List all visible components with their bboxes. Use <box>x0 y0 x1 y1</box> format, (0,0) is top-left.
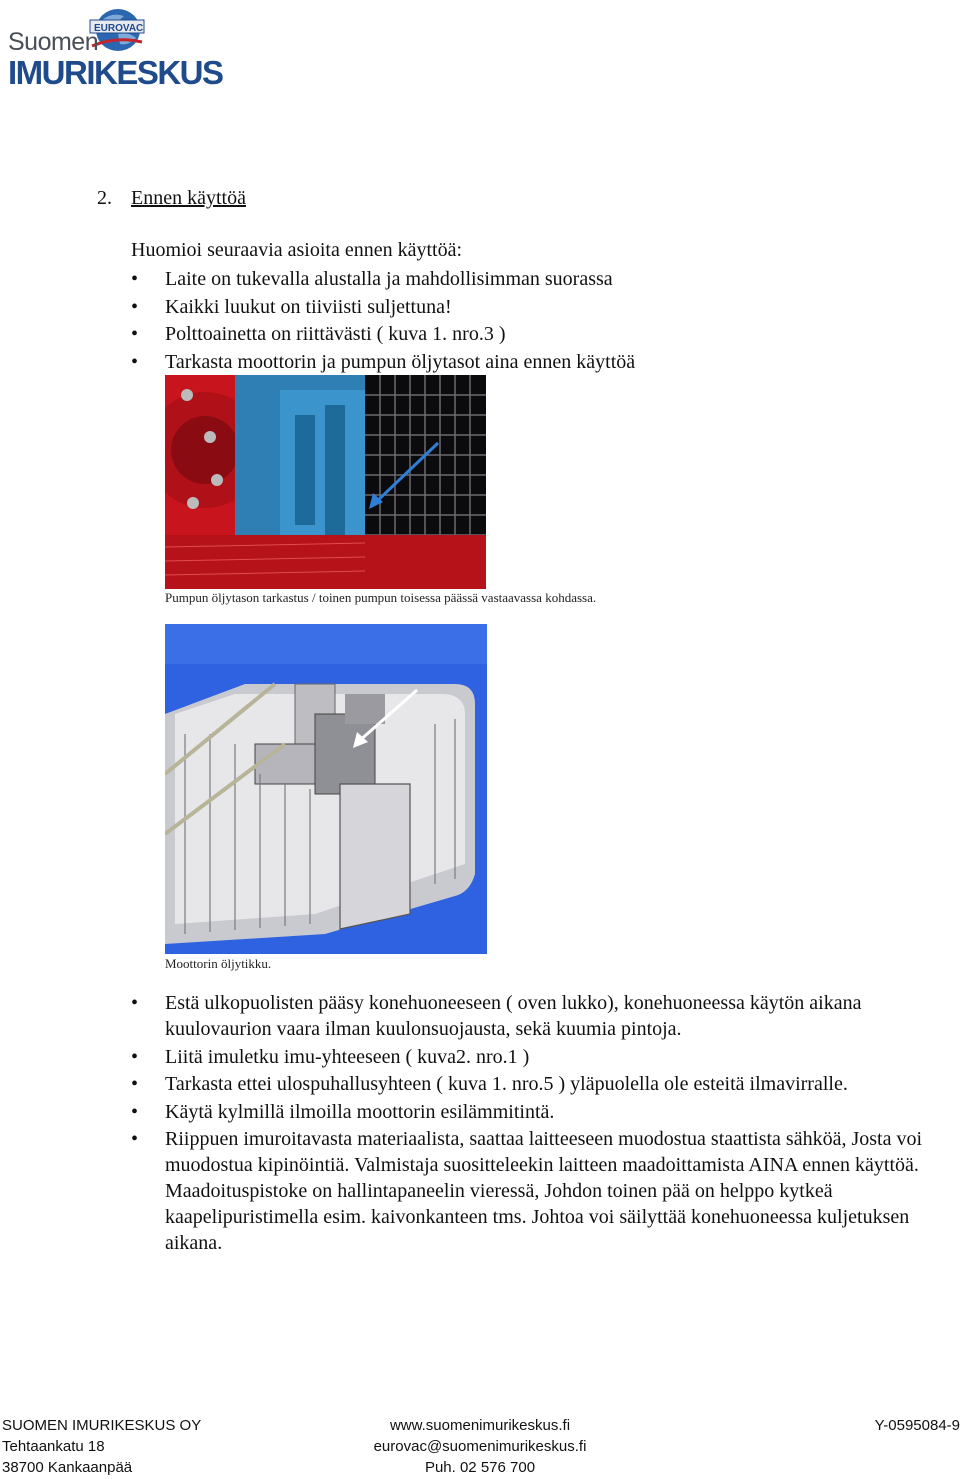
footer-company: SUOMEN IMURIKESKUS OY <box>2 1417 202 1434</box>
list-item: • Laite on tukevalla alustalla ja mahdollisimman suorassa <box>131 266 831 294</box>
page-footer <box>0 1415 960 1479</box>
logo-brand-main: IMURIKESKUS <box>8 54 223 91</box>
list-item: • Kaikki luukut on tiiviisti suljettuna! <box>131 294 831 322</box>
logo-brand-top: Suomen <box>8 28 99 56</box>
intro-text: Huomioi seuraavia asioita ennen käyttöä: <box>131 239 463 261</box>
list-item: • Käytä kylmillä ilmoilla moottorin esilämmitintä. <box>131 1099 959 1125</box>
footer-contact <box>0 1415 960 1478</box>
instruction-list <box>131 990 959 1258</box>
section-heading <box>97 187 246 210</box>
list-item: • Tarkasta ettei ulospuhallusyhteen ( kuva 1. nro.5 ) yläpuolella ole esteitä ilmavirralle. <box>131 1071 959 1097</box>
section-title: Ennen käyttöä <box>131 187 246 209</box>
company-logo <box>6 4 223 96</box>
footer-phone: Puh. 02 576 700 <box>424 1459 536 1476</box>
list-item: • Estä ulkopuolisten pääsy konehuoneeseen ( oven lukko), konehuoneessa käytön aikana kuulovaurion vaara ilman kuulonsuojausta, sekä kuumia pintoja. <box>131 990 959 1042</box>
figure-caption: Pumpun öljytason tarkastus / toinen pumpun toisessa päässä vastaavassa kohdassa. <box>165 590 597 605</box>
section-number: 2. <box>97 187 112 209</box>
footer-city: 38700 Kankaanpää <box>2 1459 133 1476</box>
logo-badge: EUROVAC <box>94 23 144 34</box>
footer-business-id-column <box>875 1415 960 1436</box>
list-item: • Liitä imuletku imu-yhteeseen ( kuva2. nro.1 ) <box>131 1044 959 1070</box>
footer-street: Tehtaankatu 18 <box>2 1438 105 1455</box>
engine-dipstick-drawing <box>165 624 487 954</box>
list-item: • Polttoainetta on riittävästi ( kuva 1. nro.3 ) <box>131 321 831 349</box>
list-item: • Tarkasta moottorin ja pumpun öljytasot aina ennen käyttöä <box>131 349 831 377</box>
footer-website: www.suomenimurikeskus.fi <box>389 1417 571 1434</box>
figure-caption: Moottorin öljytikku. <box>165 956 272 971</box>
footer-business-id: Y-0595084-9 <box>874 1417 960 1434</box>
list-item: • Riippuen imuroitavasta materiaalista, saattaa laitteeseen muodostua staattista sähköä, Josta voi muodostua kipinöintiä. Valmistaja suositteleekin laitteen maadoittamista AINA ennen käyttöä. Maadoituspistoke on hallintapaneelin vieressä, Johdon toinen pää on helppo kytkeä kaapelipuristimella esim. kaivonkanteen tms. Johtoa voi säilyttää konehuoneessa kuljetuksen aikana. <box>131 1126 959 1256</box>
pump-oil-level-photo <box>165 375 486 589</box>
footer-email: eurovac@suomenimurikeskus.fi <box>373 1438 587 1455</box>
checklist <box>131 266 831 376</box>
